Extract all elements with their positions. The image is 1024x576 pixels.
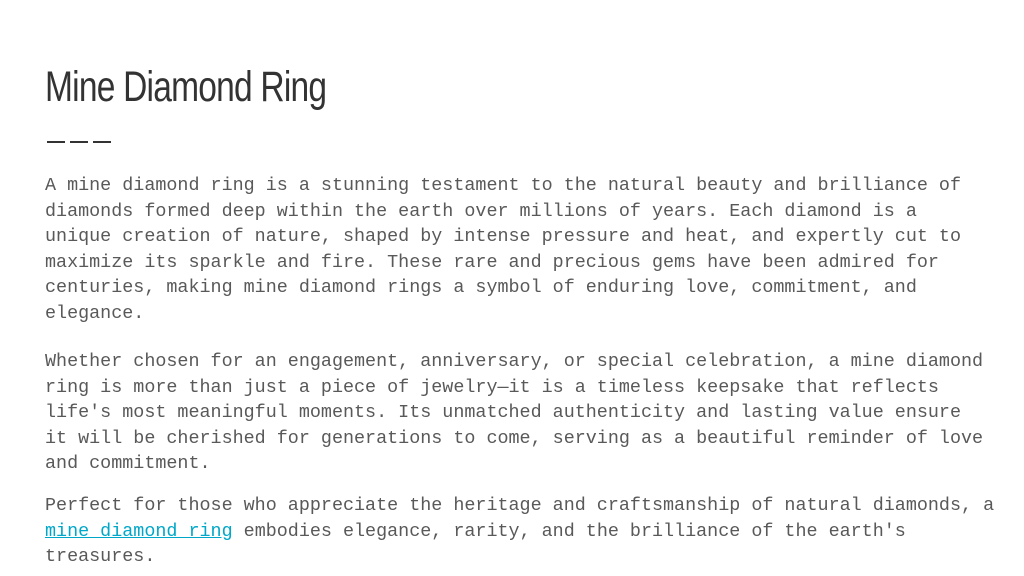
divider-dash: [93, 141, 111, 143]
divider-dash: [47, 141, 65, 143]
title-divider: [47, 141, 113, 143]
page-title: Mine Diamond Ring: [45, 63, 327, 111]
paragraph-occasions: Whether chosen for an engagement, anniversary, or special celebration, a mine diamond ring is more than just a piece of jewelry—it is a timeless keepsake that reflects life's most meaningful moments. Its unmatched authenticity and lasting value ensure it will be cherished for generations to come, serving as a beautiful reminder of love and commitment.: [45, 351, 984, 475]
paragraph-closing-end: embodies elegance, rarity, and the brilliance of the earth's treasures.: [45, 520, 906, 568]
paragraph-closing-start: Perfect for those who appreciate the heritage and craftsmanship of natural diamonds, a: [45, 495, 995, 516]
paragraph-intro: A mine diamond ring is a stunning testament to the natural beauty and brilliance of diamonds formed deep within the earth over millions of years. Each diamond is a unique creation of nature, shaped by intense pressure and heat, and expertly cut to maximize its sparkle and fire. These rare and precious gems have been admired for centuries, making mine diamond rings a symbol of enduring love, commitment, and elegance.: [45, 175, 962, 324]
paragraph-closing: [45, 493, 995, 570]
divider-dash: [70, 141, 88, 143]
mine-diamond-ring-link[interactable]: mine diamond ring: [45, 520, 233, 542]
